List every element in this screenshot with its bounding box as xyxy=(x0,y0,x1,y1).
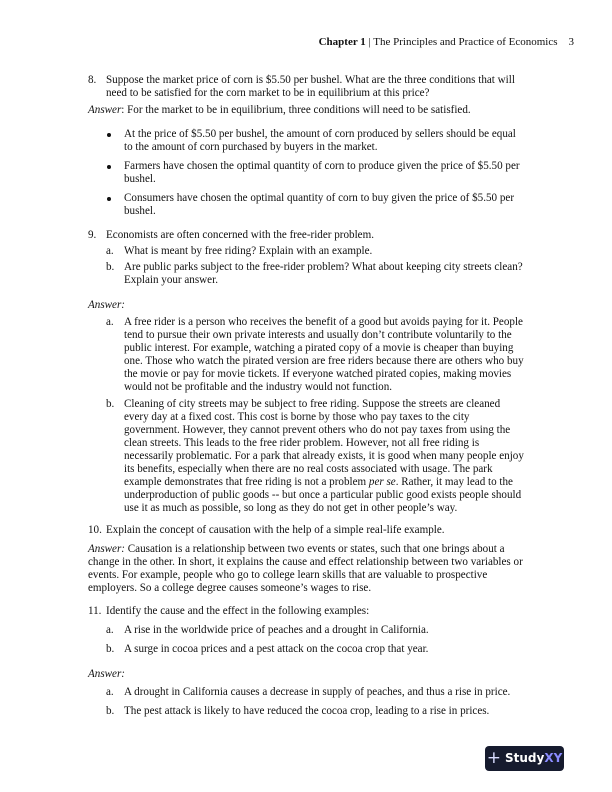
question-number: 8. xyxy=(88,74,97,86)
answer-label-text: Answer: xyxy=(88,668,125,680)
item-letter: b. xyxy=(106,643,115,655)
answer-label: Answer xyxy=(88,104,122,116)
answer-text: Causation is a relationship between two events or states, such that one brings about a change in the other. In short, it explains the cause and effect relationship between two variables or events. For example, people who go to college learn skills that are valuable to prospective employers. So a college degree causes someone’s wages to rise. xyxy=(88,543,523,594)
item-text: A free rider is a person who receives the benefit of a good but avoids paying for it. People tend to pursue their own private interests and usually don’t contribute voluntarily to the public interest. For example, watching a pirated copy of a movie is cheaper than buying one. Those who watch the pirated version are free riders because there are others who buy the movie or pay for movie tickets. If everyone watched pirated copies, making movies would not be profitable and the industry would not function. xyxy=(124,316,524,393)
item-text: The pest attack is likely to have reduced the cocoa crop, leading to a rise in prices. xyxy=(124,705,490,717)
answer-text: : For the market to be in equilibrium, three conditions will need to be satisfied. xyxy=(121,104,471,116)
item-text: A rise in the worldwide price of peaches and a drought in California. xyxy=(124,624,429,636)
item-letter: a. xyxy=(106,316,114,328)
bullet-text: At the price of $5.50 per bushel, the amount of corn produced by sellers should be equal to the amount of corn purchased by buyers in the market. xyxy=(124,128,516,153)
page-header xyxy=(319,36,574,49)
answer-label xyxy=(88,668,524,681)
item-letter: b. xyxy=(106,398,115,410)
sub-question xyxy=(88,624,524,637)
question-9 xyxy=(88,229,524,242)
answer-10 xyxy=(88,543,524,595)
bullet-icon xyxy=(107,197,111,201)
item-letter: a. xyxy=(106,686,114,698)
question-number: 11. xyxy=(88,605,102,617)
question-10 xyxy=(88,524,524,537)
item-text-cont: . Rather, it may lead to the underproduction of public goods -- but once a particular public good exists people should use it as much as possible, so long as they do not get in other people’s way. xyxy=(124,476,522,514)
bullet-item xyxy=(88,128,524,154)
bullet-item xyxy=(88,160,524,186)
page-number: 3 xyxy=(568,36,574,48)
item-text: A surge in cocoa prices and a pest attack on the cocoa crop that year. xyxy=(124,643,429,655)
question-8 xyxy=(88,74,524,100)
chapter-title: The Principles and Practice of Economics xyxy=(373,36,558,48)
item-emphasis: per se xyxy=(368,476,396,488)
question-number: 10. xyxy=(88,524,102,536)
bullet-text: Consumers have chosen the optimal quantity of corn to buy given the price of $5.50 per bushel. xyxy=(124,192,515,217)
answer-8 xyxy=(88,104,524,117)
answer-label-text: Answer: xyxy=(88,299,125,311)
bullet-item xyxy=(88,192,524,218)
studyxy-logo[interactable] xyxy=(485,746,564,771)
item-text: What is meant by free riding? Explain with an example. xyxy=(124,245,373,257)
header-separator: | xyxy=(365,36,374,48)
question-text: Economists are often concerned with the free-rider problem. xyxy=(106,229,374,241)
answer-label: Answer: xyxy=(88,543,125,555)
question-number: 9. xyxy=(88,229,97,241)
answer-item xyxy=(88,398,524,515)
logo-text: Study xyxy=(504,751,545,765)
item-letter: b. xyxy=(106,705,115,717)
question-text: Explain the concept of causation with the help of a simple real-life example. xyxy=(106,524,445,536)
page-body xyxy=(88,74,524,718)
logo-accent: XY xyxy=(544,751,563,765)
plus-icon: + xyxy=(486,748,501,768)
bullet-icon xyxy=(107,165,111,169)
bullet-text: Farmers have chosen the optimal quantity of corn to produce given the price of $5.50 per bushel. xyxy=(124,160,520,185)
item-text: Cleaning of city streets may be subject to free riding. Suppose the streets are cleaned every day at a fixed cost. This cost is borne by those who pay taxes to the city government. However, they cannot prevent others who do not pay taxes from using the clean streets. This leads to the free rider problem. However, not all free riding is necessarily problematic. For a park that already exists, it is good when many people enjoy its benefits, especially when there are no real costs associated with usage. The park example demonstrates that free riding is not a problem xyxy=(124,398,524,488)
question-text: Identify the cause and the effect in the following examples: xyxy=(106,605,370,617)
answer-item xyxy=(88,686,524,699)
item-text: A drought in California causes a decrease in supply of peaches, and thus a rise in price. xyxy=(124,686,511,698)
item-letter: a. xyxy=(106,624,114,636)
sub-question xyxy=(88,261,524,287)
item-text: Are public parks subject to the free-rider problem? What about keeping city streets clean? Explain your answer. xyxy=(124,261,523,286)
answer-item xyxy=(88,316,524,394)
answer-item xyxy=(88,705,524,718)
answer-label xyxy=(88,299,524,312)
question-text: Suppose the market price of corn is $5.50 per bushel. What are the three conditions that will need to be satisfied for the corn market to be in equilibrium at this price? xyxy=(106,74,515,99)
sub-question xyxy=(88,245,524,258)
item-letter: b. xyxy=(106,261,115,273)
chapter-label: Chapter 1 xyxy=(318,36,366,48)
item-letter: a. xyxy=(106,245,114,257)
question-11 xyxy=(88,605,524,618)
bullet-icon xyxy=(107,133,111,137)
sub-question xyxy=(88,643,524,656)
